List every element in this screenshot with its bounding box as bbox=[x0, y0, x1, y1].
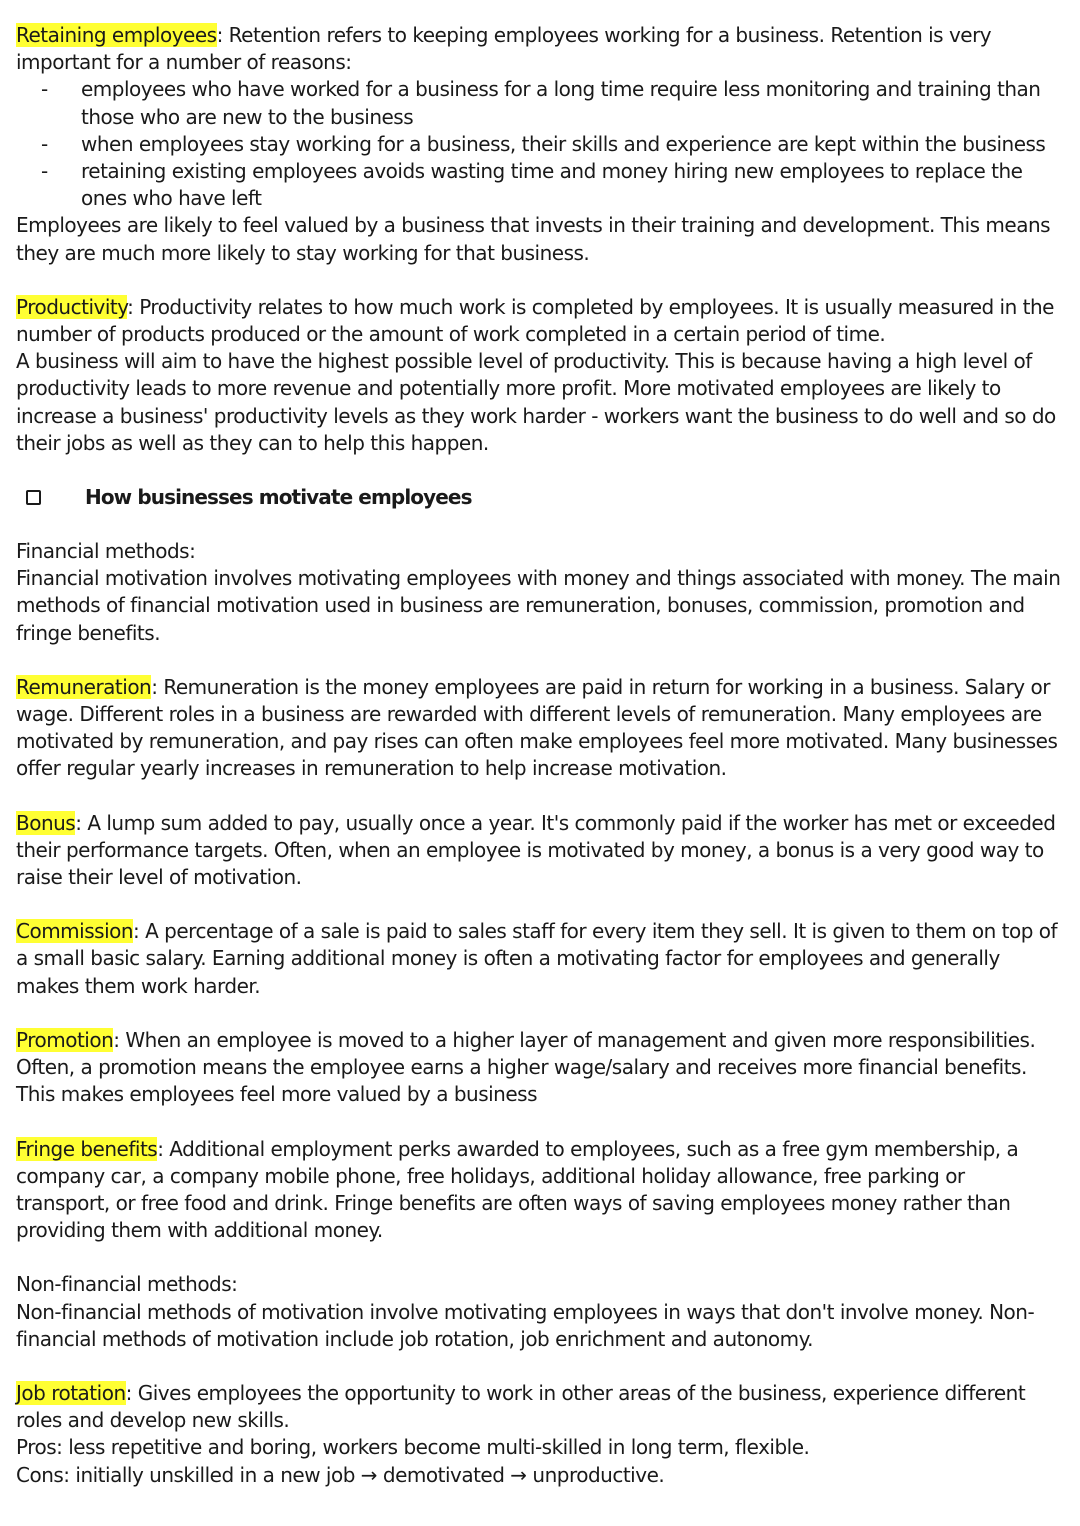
productivity-text: : Productivity relates to how much work is completed by employees. It is usually measured in the number of products produced or the amount of work completed in a certain period of time. bbox=[16, 294, 1054, 347]
retaining-closing: Employees are likely to feel valued by a business that invests in their training and development. This means they are much more likely to stay working for that business. bbox=[16, 213, 1051, 265]
term-job-rotation: Job rotation bbox=[16, 1380, 126, 1405]
job-rotation-cons: Cons: initially unskilled in a new job → demotivated → unproductive. bbox=[16, 1462, 665, 1487]
productivity-paragraph-2: A business will aim to have the highest possible level of productivity. This is because having a high level of productivity leads to more revenue and potentially more profit. More motivated employees are likely to increase a business' productivity levels as they work harder - workers want the business to do well and so do their jobs as well as they can to help this happen. bbox=[16, 349, 1056, 455]
term-commission: Commission bbox=[16, 919, 134, 944]
bonus-paragraph: Bonus: A lump sum added to pay, usually once a year. It's commonly paid if the worker has met or exceeded their performance targets. Often, when an employee is motivated by money, a bonus is a very good way to raise their level of motivation. bbox=[16, 810, 1056, 890]
retention-reasons-list bbox=[16, 76, 1064, 212]
bullet-dash: - bbox=[41, 131, 48, 156]
job-rotation-paragraph: Job rotation: Gives employees the opportunity to work in other areas of the business, experience different roles and develop new skills. bbox=[16, 1380, 1026, 1433]
remuneration-paragraph: Remuneration: Remuneration is the money employees are paid in return for working in a business. Salary or wage. Different roles in a business are rewarded with different levels of remuneration. Many employees are motivated by remuneration, and pay rises can often make employees feel more motivated. Many businesses offer regular yearly increases in remuneration to help increase motivation. bbox=[16, 674, 1058, 781]
retaining-text: : Retention refers to keeping employees working for a business. Retention is very important for a number of reasons: bbox=[16, 23, 992, 75]
term-fringe-benefits: Fringe benefits bbox=[16, 1136, 158, 1161]
section-heading-row bbox=[16, 484, 1064, 511]
bullet-dash: - bbox=[41, 159, 48, 184]
term-retaining-employees: Retaining employees bbox=[16, 23, 217, 47]
term-remuneration: Remuneration bbox=[16, 674, 152, 699]
list-item: - when employees stay working for a business, their skills and experience are kept within the business bbox=[16, 131, 1064, 158]
financial-intro: Financial motivation involves motivating employees with money and things associated with money. The main methods of financial motivation used in business are remuneration, bonuses, commission, promotion and fringe benefits. bbox=[16, 566, 1061, 645]
productivity-paragraph bbox=[16, 294, 1064, 348]
financial-methods-label: Financial methods: bbox=[16, 539, 196, 564]
nonfinancial-intro: Non-financial methods of motivation involve motivating employees in ways that don't involve money. Non-financial methods of motivation include job rotation, job enrichment and autonomy. bbox=[16, 1299, 1035, 1351]
job-rotation-pros: Pros: less repetitive and boring, workers become multi-skilled in long term, flexible. bbox=[16, 1435, 810, 1460]
term-productivity: Productivity bbox=[16, 294, 128, 319]
retaining-paragraph bbox=[16, 22, 1064, 76]
section-heading: How businesses motivate employees bbox=[85, 484, 472, 509]
term-promotion: Promotion bbox=[16, 1027, 114, 1052]
bullet-dash: - bbox=[41, 77, 48, 102]
list-item: - employees who have worked for a business for a long time require less monitoring and training than those who are new to the business bbox=[41, 77, 1041, 129]
term-bonus: Bonus bbox=[16, 810, 76, 835]
promotion-paragraph: Promotion: When an employee is moved to a higher layer of management and given more responsibilities. Often, a promotion means the employee earns a higher wage/salary and receives more financial benefits. This makes employees feel more valued by a business bbox=[16, 1027, 1036, 1107]
fringe-benefits-paragraph: Fringe benefits: Additional employment perks awarded to employees, such as a free gym membership, a company car, a company mobile phone, free holidays, additional holiday allowance, free parking or transport, or free food and drink. Fringe benefits are often ways of saving employees money rather than providing them with additional money. bbox=[16, 1136, 1019, 1243]
nonfinancial-methods-label: Non-financial methods: bbox=[16, 1272, 238, 1297]
list-item: - retaining existing employees avoids wasting time and money hiring new employees to replace the ones who have left bbox=[41, 159, 1023, 211]
commission-paragraph: Commission: A percentage of a sale is paid to sales staff for every item they sell. It is given to them on top of a small basic salary. Earning additional money is often a motivating factor for employees and generally makes them work harder. bbox=[16, 919, 1058, 998]
checkbox-icon bbox=[26, 490, 41, 505]
